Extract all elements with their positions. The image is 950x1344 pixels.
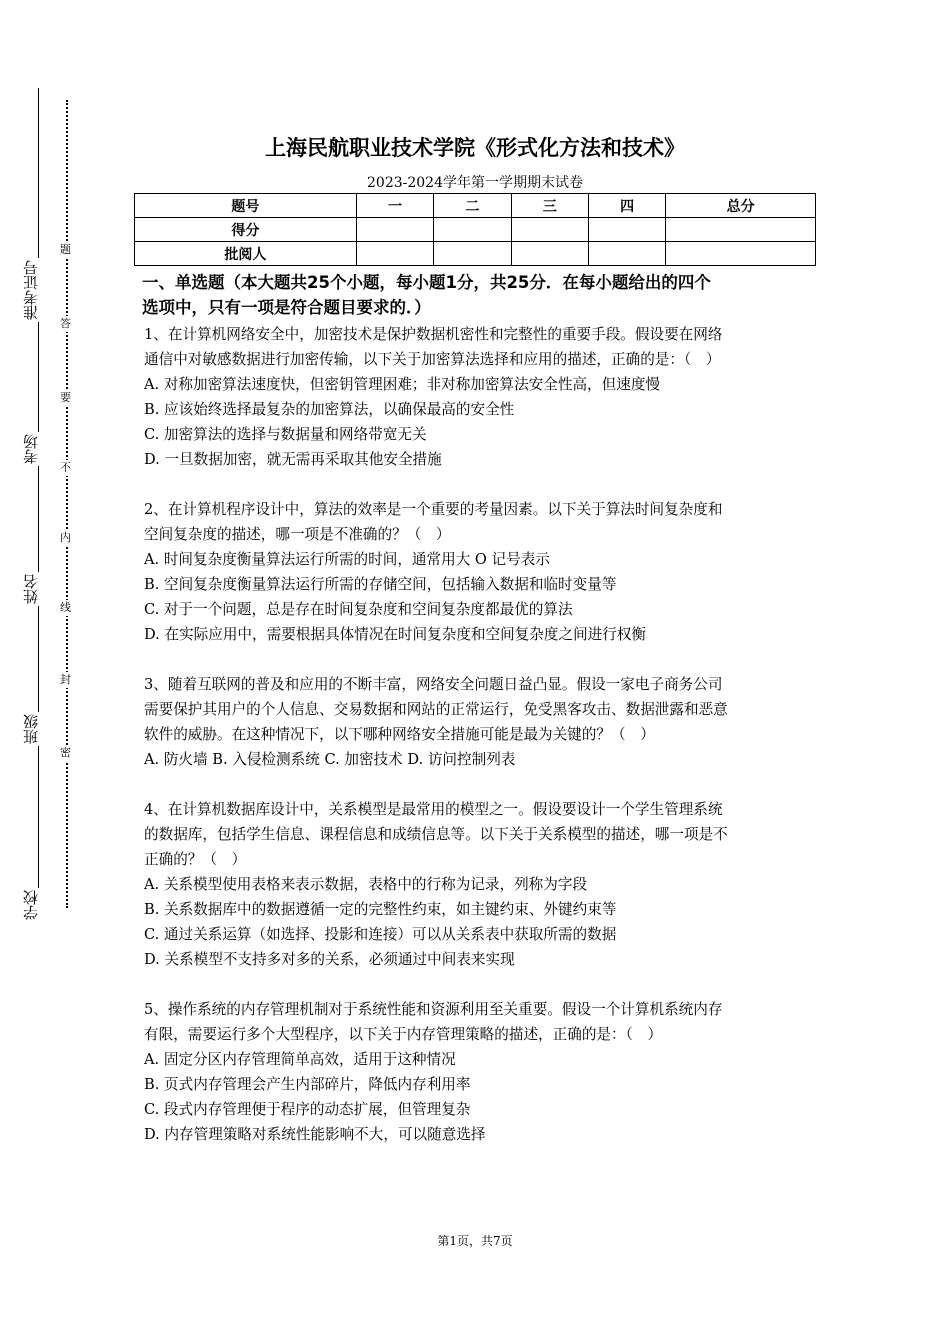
seal-dotted-line [66, 100, 68, 908]
option-c: C. 通过关系运算（如选择、投影和连接）可以从关系表中获取所需的数据 [144, 926, 617, 943]
option-c: C. 段式内存管理便于程序的动态扩展，但管理复杂 [144, 1101, 471, 1118]
seal-warning-char: 不 [60, 461, 71, 474]
option-c: C. 对于一个问题，总是存在时间复杂度和空间复杂度都最优的算法 [144, 601, 573, 618]
question-stem-line: 通信中对敏感数据进行加密传输，以下关于加密算法选择和应用的描述，正确的是：（ ） [144, 351, 721, 368]
seal-warning-char: 密 [60, 746, 71, 759]
option-b: B. 应该始终选择最复杂的加密算法，以确保最高的安全性 [144, 401, 515, 418]
reviewer-cell [511, 242, 588, 266]
question-stem-line: 有限，需要运行多个大型程序，以下关于内存管理策略的描述，正确的是：（ ） [144, 1026, 663, 1043]
seal-warning-char: 封 [60, 673, 71, 686]
score-cell [434, 218, 511, 242]
score-cell [588, 218, 665, 242]
reviewer-row [135, 242, 816, 266]
exam-id-label: 准考证号 [22, 260, 40, 320]
school-label: 学校 [22, 890, 40, 920]
option-a: A. 时间复杂度衡量算法运行所需的时间，通常用大 O 记号表示 [144, 551, 550, 568]
score-table-header: 总分 [666, 194, 816, 218]
exam-room-label: 考场 [22, 434, 40, 464]
section-heading-line: 一、单选题（本大题共25个小题，每小题1分，共25分．在每小题给出的四个 [142, 273, 711, 292]
reviewer-cell [356, 242, 433, 266]
option-d: D. 关系模型不支持多对多的关系，必须通过中间表来实现 [144, 951, 515, 968]
question-stem-line: 1、在计算机网络安全中，加密技术是保护数据机密性和完整性的重要手段。假设要在网络 [144, 326, 723, 343]
score-cell [511, 218, 588, 242]
page-number: 第1页，共7页 [437, 1234, 513, 1248]
score-table-header: 题号 [135, 194, 357, 218]
question-stem-line: 的数据库，包括学生信息、课程信息和成绩信息等。以下关于关系模型的描述，哪一项是不 [144, 826, 728, 843]
binding-line [38, 88, 39, 920]
question-3 [144, 672, 810, 772]
reviewer-cell [588, 242, 665, 266]
question-stem-line: 需要保护其用户的个人信息、交易数据和网站的正常运行，免受黑客攻击、数据泄露和恶意 [144, 701, 728, 718]
option-d: D. 在实际应用中，需要根据具体情况在时间复杂度和空间复杂度之间进行权衡 [144, 626, 647, 643]
option-a: A. 关系模型使用表格来表示数据，表格中的行称为记录，列称为字段 [144, 876, 588, 893]
question-stem-line: 3、随着互联网的普及和应用的不断丰富，网络安全问题日益凸显。假设一家电子商务公司 [144, 676, 723, 693]
seal-warning-char: 答 [60, 317, 71, 330]
question-1 [144, 322, 810, 472]
option-b: B. 关系数据库中的数据遵循一定的完整性约束，如主键约束、外键约束等 [144, 901, 617, 918]
score-table-header-row [135, 194, 816, 218]
section-heading-line: 选项中，只有一项是符合题目要求的．） [142, 298, 431, 317]
question-stem-line: 软件的威胁。在这种情况下，以下哪种网络安全措施可能是最为关键的？（ ） [144, 726, 655, 743]
seal-warning-char: 内 [60, 531, 71, 544]
options-inline: A. 防火墙 B. 入侵检测系统 C. 加密技术 D. 访问控制列表 [144, 751, 516, 768]
binding-strip [0, 0, 90, 1344]
class-label: 班级 [22, 714, 40, 744]
question-stem-line: 5、操作系统的内存管理机制对于系统性能和资源利用至关重要。假设一个计算机系统内存 [144, 1001, 723, 1018]
reviewer-cell [434, 242, 511, 266]
option-a: A. 固定分区内存管理简单高效，适用于这种情况 [144, 1051, 456, 1068]
question-2 [144, 497, 810, 647]
score-table-header: 四 [588, 194, 665, 218]
question-stem-line: 正确的？（ ） [144, 851, 247, 868]
exam-content [144, 270, 810, 1172]
option-b: B. 页式内存管理会产生内部碎片，降低内存利用率 [144, 1076, 471, 1093]
option-b: B. 空间复杂度衡量算法运行所需的存储空间，包括输入数据和临时变量等 [144, 576, 617, 593]
score-table-header: 一 [356, 194, 433, 218]
score-table [134, 193, 816, 266]
student-name-label: 姓名 [22, 574, 40, 604]
question-stem-line: 4、在计算机数据库设计中，关系模型是最常用的模型之一。假设要设计一个学生管理系统 [144, 801, 723, 818]
question-5 [144, 997, 810, 1147]
option-d: D. 内存管理策略对系统性能影响不大，可以随意选择 [144, 1126, 486, 1143]
seal-warning-char: 题 [60, 243, 71, 256]
option-d: D. 一旦数据加密，就无需再采取其他安全措施 [144, 451, 442, 468]
reviewer-cell [666, 242, 816, 266]
question-stem-line: 2、在计算机程序设计中，算法的效率是一个重要的考量因素。以下关于算法时间复杂度和 [144, 501, 723, 518]
score-row [135, 218, 816, 242]
section-heading [142, 270, 810, 320]
seal-warning-char: 线 [60, 601, 71, 614]
option-a: A. 对称加密算法速度快，但密钥管理困难；非对称加密算法安全性高，但速度慢 [144, 376, 661, 393]
question-4 [144, 797, 810, 972]
score-cell [666, 218, 816, 242]
option-c: C. 加密算法的选择与数据量和网络带宽无关 [144, 426, 427, 443]
seal-warning-char: 要 [60, 391, 71, 404]
reviewer-row-label: 批阅人 [135, 242, 357, 266]
question-stem-line: 空间复杂度的描述，哪一项是不准确的？（ ） [144, 526, 451, 543]
score-row-label: 得分 [135, 218, 357, 242]
exam-subtitle: 2023-2024学年第一学期期末试卷 [367, 175, 583, 191]
exam-title: 上海民航职业技术学院《形式化方法和技术》 [265, 136, 685, 160]
score-table-header: 二 [434, 194, 511, 218]
score-table-header: 三 [511, 194, 588, 218]
score-cell [356, 218, 433, 242]
